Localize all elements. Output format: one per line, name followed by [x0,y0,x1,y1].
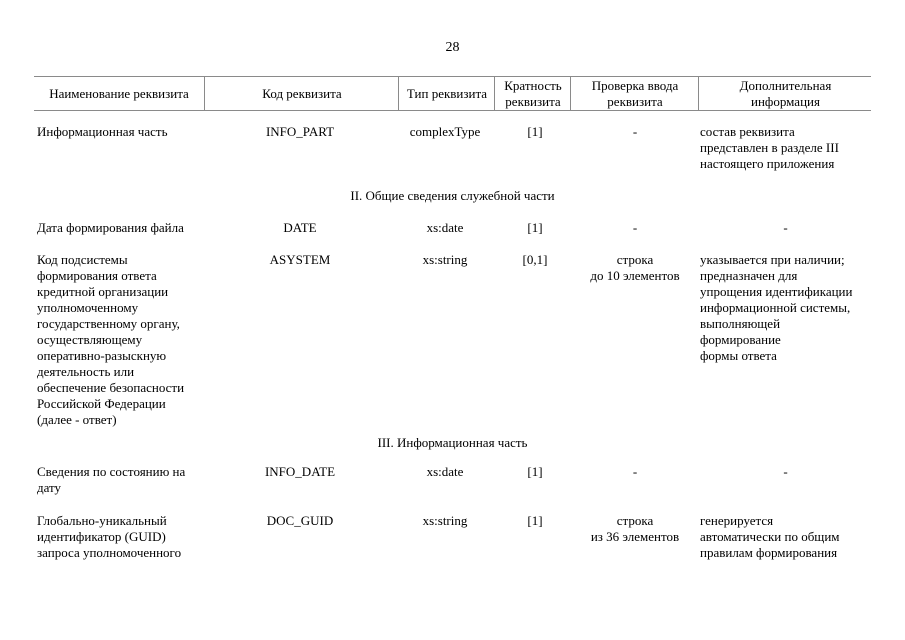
row-info-part-type: complexType [409,124,481,139]
row-info-date-multiplicity: [1] [527,464,543,479]
row-doc-guid-extra: генерируется автоматически по общим правилам формирования [700,513,840,560]
row-doc-guid-code: DOC_GUID [266,513,334,528]
row-asystem-multiplicity: [0,1] [522,252,548,267]
row-doc-guid-name: Глобально-уникальный идентификатор (GUID) запроса уполномоченного [37,513,182,560]
row-info-part-code: INFO_PART [265,124,335,139]
row-info-part-extra: состав реквизита представлен в разделе III настоящего приложения [700,124,839,171]
row-asystem-name: Код подсистемы формирования ответа кредитной организации уполномоченному государственному органу, осуществляющему оперативно-разыскную деятельность или обеспечение безопасности Российской Федерации (далее - ответ) [37,252,185,427]
row-date-code: DATE [283,220,317,235]
row-asystem-extra: указывается при наличии; предназначен для упрощения идентификации информационной системы, выполняющей формирование формы ответа [700,252,853,363]
row-info-date-check: - [632,464,638,479]
header-check-line1: Проверка ввода [591,77,679,93]
row-info-date-extra: - [783,464,788,479]
row-asystem-check: строка до 10 элементов [590,252,680,283]
row-doc-guid-check: строка из 36 элементов [590,513,680,544]
row-asystem-code: ASYSTEM [269,252,331,267]
header-check [570,77,699,110]
row-doc-guid-multiplicity: [1] [527,513,543,528]
header-type-label: Тип реквизита [406,85,488,101]
row-info-part-name: Информационная часть [37,124,168,139]
page-number: 28 [445,40,460,55]
header-name-label: Наименование реквизита [49,85,189,101]
row-date-extra: - [783,220,788,235]
header-extra-line1: Дополнительная [739,77,832,93]
table-header [34,76,871,111]
header-code [204,77,399,110]
row-date-name: Дата формирования файла [37,220,184,235]
row-info-part-multiplicity: [1] [527,124,543,139]
row-info-date-type: xs:date [426,464,464,479]
row-info-part-check: - [632,124,638,139]
header-check-line2: реквизита [607,93,663,109]
header-type [398,77,495,110]
row-date-multiplicity: [1] [527,220,543,235]
row-info-date-code: INFO_DATE [264,464,336,479]
row-date-check: - [632,220,638,235]
header-extra [698,77,872,110]
header-multiplicity-line2: реквизита [505,93,561,109]
header-extra-line2: информация [751,93,820,109]
section-heading-info: III. Информационная часть [377,435,528,450]
row-date-type: xs:date [426,220,464,235]
row-doc-guid-type: xs:string [422,513,468,528]
section-heading-general: II. Общие сведения служебной части [350,188,555,203]
header-multiplicity-line1: Кратность [504,77,562,93]
header-multiplicity [494,77,571,110]
header-name [34,77,204,110]
header-code-label: Код реквизита [262,85,342,101]
row-info-date-name: Сведения по состоянию на дату [37,464,186,495]
row-asystem-type: xs:string [422,252,468,267]
